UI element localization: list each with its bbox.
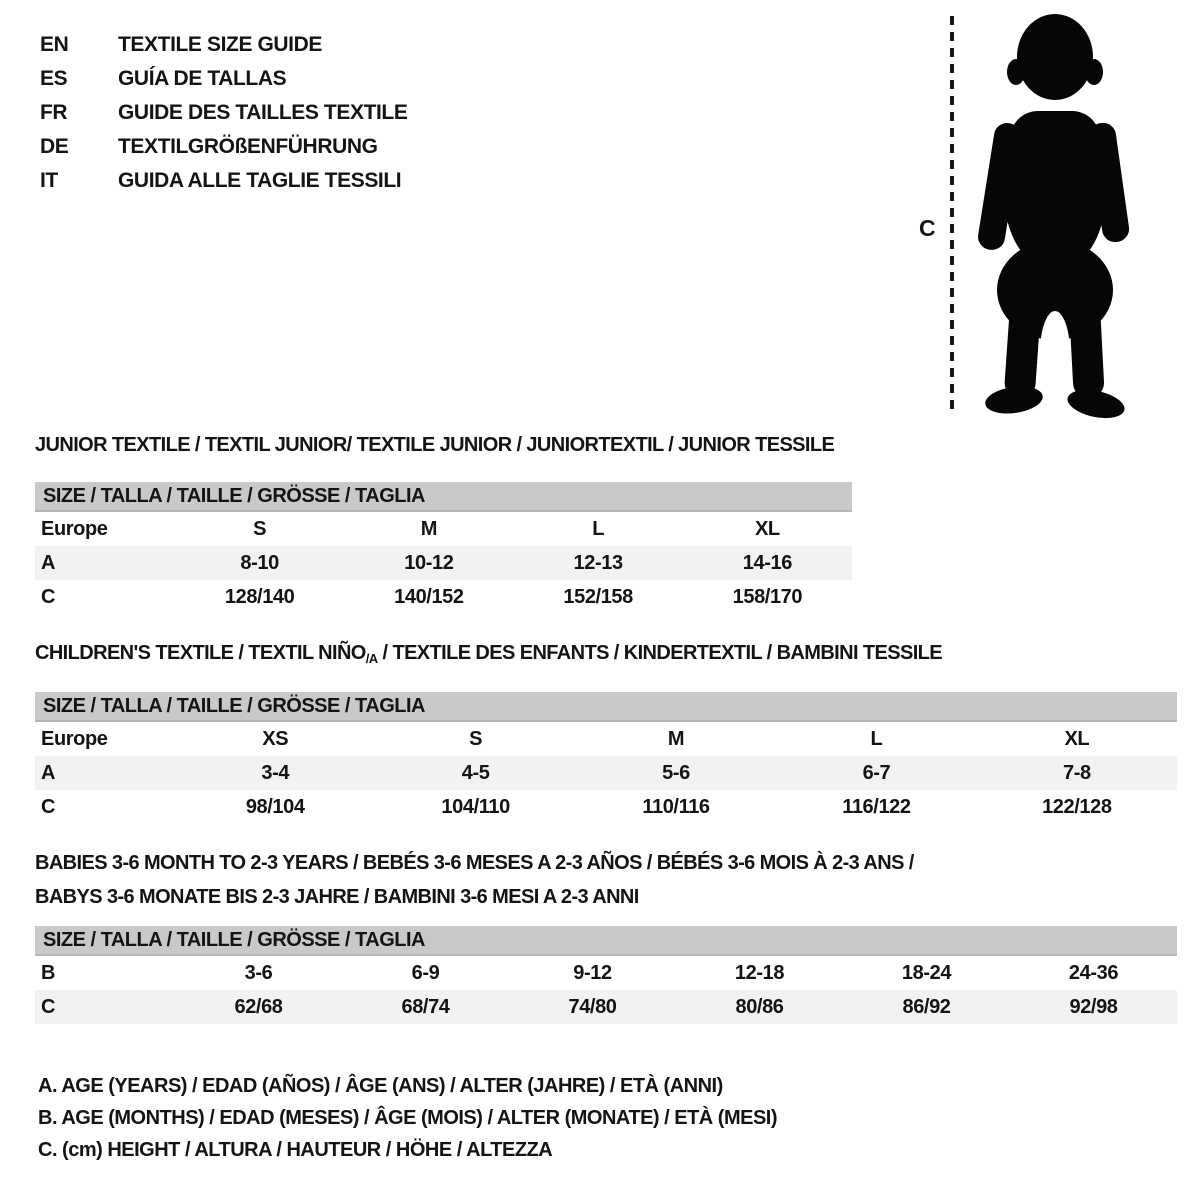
cell-value: 116/122 [842, 795, 911, 818]
section-title-text: JUNIOR TEXTILE / TEXTIL JUNIOR/ TEXTILE JUNIOR / JUNIORTEXTIL / JUNIOR TESSILE [35, 434, 835, 456]
language-code: FR [40, 101, 68, 124]
cell-value: 92/98 [1069, 995, 1118, 1018]
section-babies-textile [35, 846, 1177, 1024]
section-title-line1: BABIES 3-6 MONTH TO 2-3 YEARS / BEBÉS 3-6 MESES A 2-3 AÑOS / BÉBÉS 3-6 MOIS À 2-3 ANS / [35, 852, 914, 874]
section-title-subscript: /A [365, 651, 378, 666]
table-row-label: A [41, 761, 56, 784]
guide-title: GUÍA DE TALLAS [118, 67, 287, 90]
cell-value: 14-16 [742, 551, 792, 574]
guide-title: GUIDE DES TAILLES TEXTILE [118, 101, 408, 124]
section-title [35, 433, 852, 457]
column-header: S [253, 517, 267, 540]
cell-value: 62/68 [234, 995, 283, 1018]
column-header-row-label: Europe [41, 727, 108, 750]
column-header: M [667, 727, 685, 750]
table-row-label: C [41, 995, 56, 1018]
column-header-row-label: Europe [41, 517, 108, 540]
section-children-textile [35, 641, 1177, 824]
cell-value: 5-6 [662, 761, 690, 784]
height-measure-label: C [919, 215, 936, 241]
language-title-list [40, 28, 407, 198]
toddler-silhouette-shape [976, 14, 1131, 423]
column-header-row [35, 722, 1177, 756]
column-header: L [592, 517, 605, 540]
legend-line-a: A. AGE (YEARS) / EDAD (AÑOS) / ÂGE (ANS) / ALTER (JAHRE) / ETÀ (ANNI) [38, 1075, 723, 1097]
column-header-row [35, 512, 852, 546]
section-title-text: CHILDREN'S TEXTILE / TEXTIL NIÑO [35, 642, 366, 664]
cell-value: 7-8 [1062, 761, 1091, 784]
table-row-label: B [41, 961, 56, 984]
column-header: L [870, 727, 883, 750]
language-code: ES [40, 67, 68, 90]
cell-value: 80/86 [735, 995, 784, 1018]
babies-size-table [35, 956, 1177, 1024]
cell-value: 24-36 [1068, 961, 1119, 984]
cell-value: 158/170 [732, 585, 803, 608]
language-row [40, 164, 407, 198]
cell-value: 12-18 [734, 961, 785, 984]
cell-value: 3-6 [244, 961, 273, 984]
cell-value: 12-13 [573, 551, 623, 574]
table-row [35, 580, 852, 614]
cell-value: 74/80 [568, 995, 617, 1018]
language-row [40, 28, 407, 62]
guide-title: TEXTILE SIZE GUIDE [118, 33, 322, 56]
cell-value: 4-5 [461, 761, 490, 784]
cell-value: 104/110 [441, 795, 510, 818]
section-title [35, 641, 1177, 667]
table-row [35, 990, 1177, 1024]
legend-line-c: C. (cm) HEIGHT / ALTURA / HAUTEUR / HÖHE / ALTEZZA [38, 1139, 553, 1161]
section-title-text: / TEXTILE DES ENFANTS / KINDERTEXTIL / BAMBINI TESSILE [377, 642, 943, 664]
language-code: EN [40, 33, 69, 56]
size-header-bar: SIZE / TALLA / TAILLE / GRÖSSE / TAGLIA [35, 692, 1177, 722]
column-header: M [420, 517, 437, 540]
cell-value: 110/116 [642, 795, 710, 818]
cell-value: 122/128 [1042, 795, 1112, 818]
table-row [35, 756, 1177, 790]
language-code: IT [40, 169, 58, 192]
table-row-label: A [41, 551, 56, 574]
section-title-line2: BABYS 3-6 MONATE BIS 2-3 JAHRE / BAMBINI 3-6 MESI A 2-3 ANNI [35, 886, 639, 908]
cell-value: 6-7 [862, 761, 891, 784]
section-junior-textile [35, 433, 852, 614]
measurement-legend [38, 1070, 777, 1166]
cell-value: 9-12 [573, 961, 612, 984]
table-row-label: C [41, 795, 56, 818]
cell-value: 86/92 [902, 995, 951, 1018]
table-row-label: C [41, 585, 56, 608]
cell-value: 18-24 [901, 961, 952, 984]
column-header: XL [754, 517, 780, 540]
size-header-bar: SIZE / TALLA / TAILLE / GRÖSSE / TAGLIA [35, 926, 1177, 956]
table-row [35, 790, 1177, 824]
cell-value: 140/152 [394, 585, 464, 608]
cell-value: 98/104 [245, 795, 305, 818]
size-header-bar: SIZE / TALLA / TAILLE / GRÖSSE / TAGLIA [35, 482, 852, 512]
junior-size-table [35, 512, 852, 614]
cell-value: 3-4 [261, 761, 290, 784]
language-row [40, 62, 407, 96]
cell-value: 10-12 [404, 551, 454, 574]
section-title [35, 846, 1177, 914]
children-size-table [35, 722, 1177, 824]
cell-value: 128/140 [224, 585, 295, 608]
baby-measurement-figure [905, 8, 1155, 423]
baby-toddler-silhouette [905, 8, 1155, 423]
column-header: S [469, 727, 483, 750]
cell-value: 152/158 [563, 585, 633, 608]
language-row [40, 96, 407, 130]
table-row [35, 956, 1177, 990]
language-row [40, 130, 407, 164]
column-header: XS [262, 727, 289, 750]
table-row [35, 546, 852, 580]
cell-value: 68/74 [401, 995, 450, 1018]
cell-value: 8-10 [240, 551, 279, 574]
legend-line-b: B. AGE (MONTHS) / EDAD (MESES) / ÂGE (MOIS) / ALTER (MONATE) / ETÀ (MESI) [38, 1107, 778, 1129]
guide-title: TEXTILGRÖßENFÜHRUNG [118, 135, 378, 158]
guide-title: GUIDA ALLE TAGLIE TESSILI [118, 169, 402, 192]
cell-value: 6-9 [411, 961, 440, 984]
column-header: XL [1064, 727, 1090, 750]
language-code: DE [40, 135, 69, 158]
